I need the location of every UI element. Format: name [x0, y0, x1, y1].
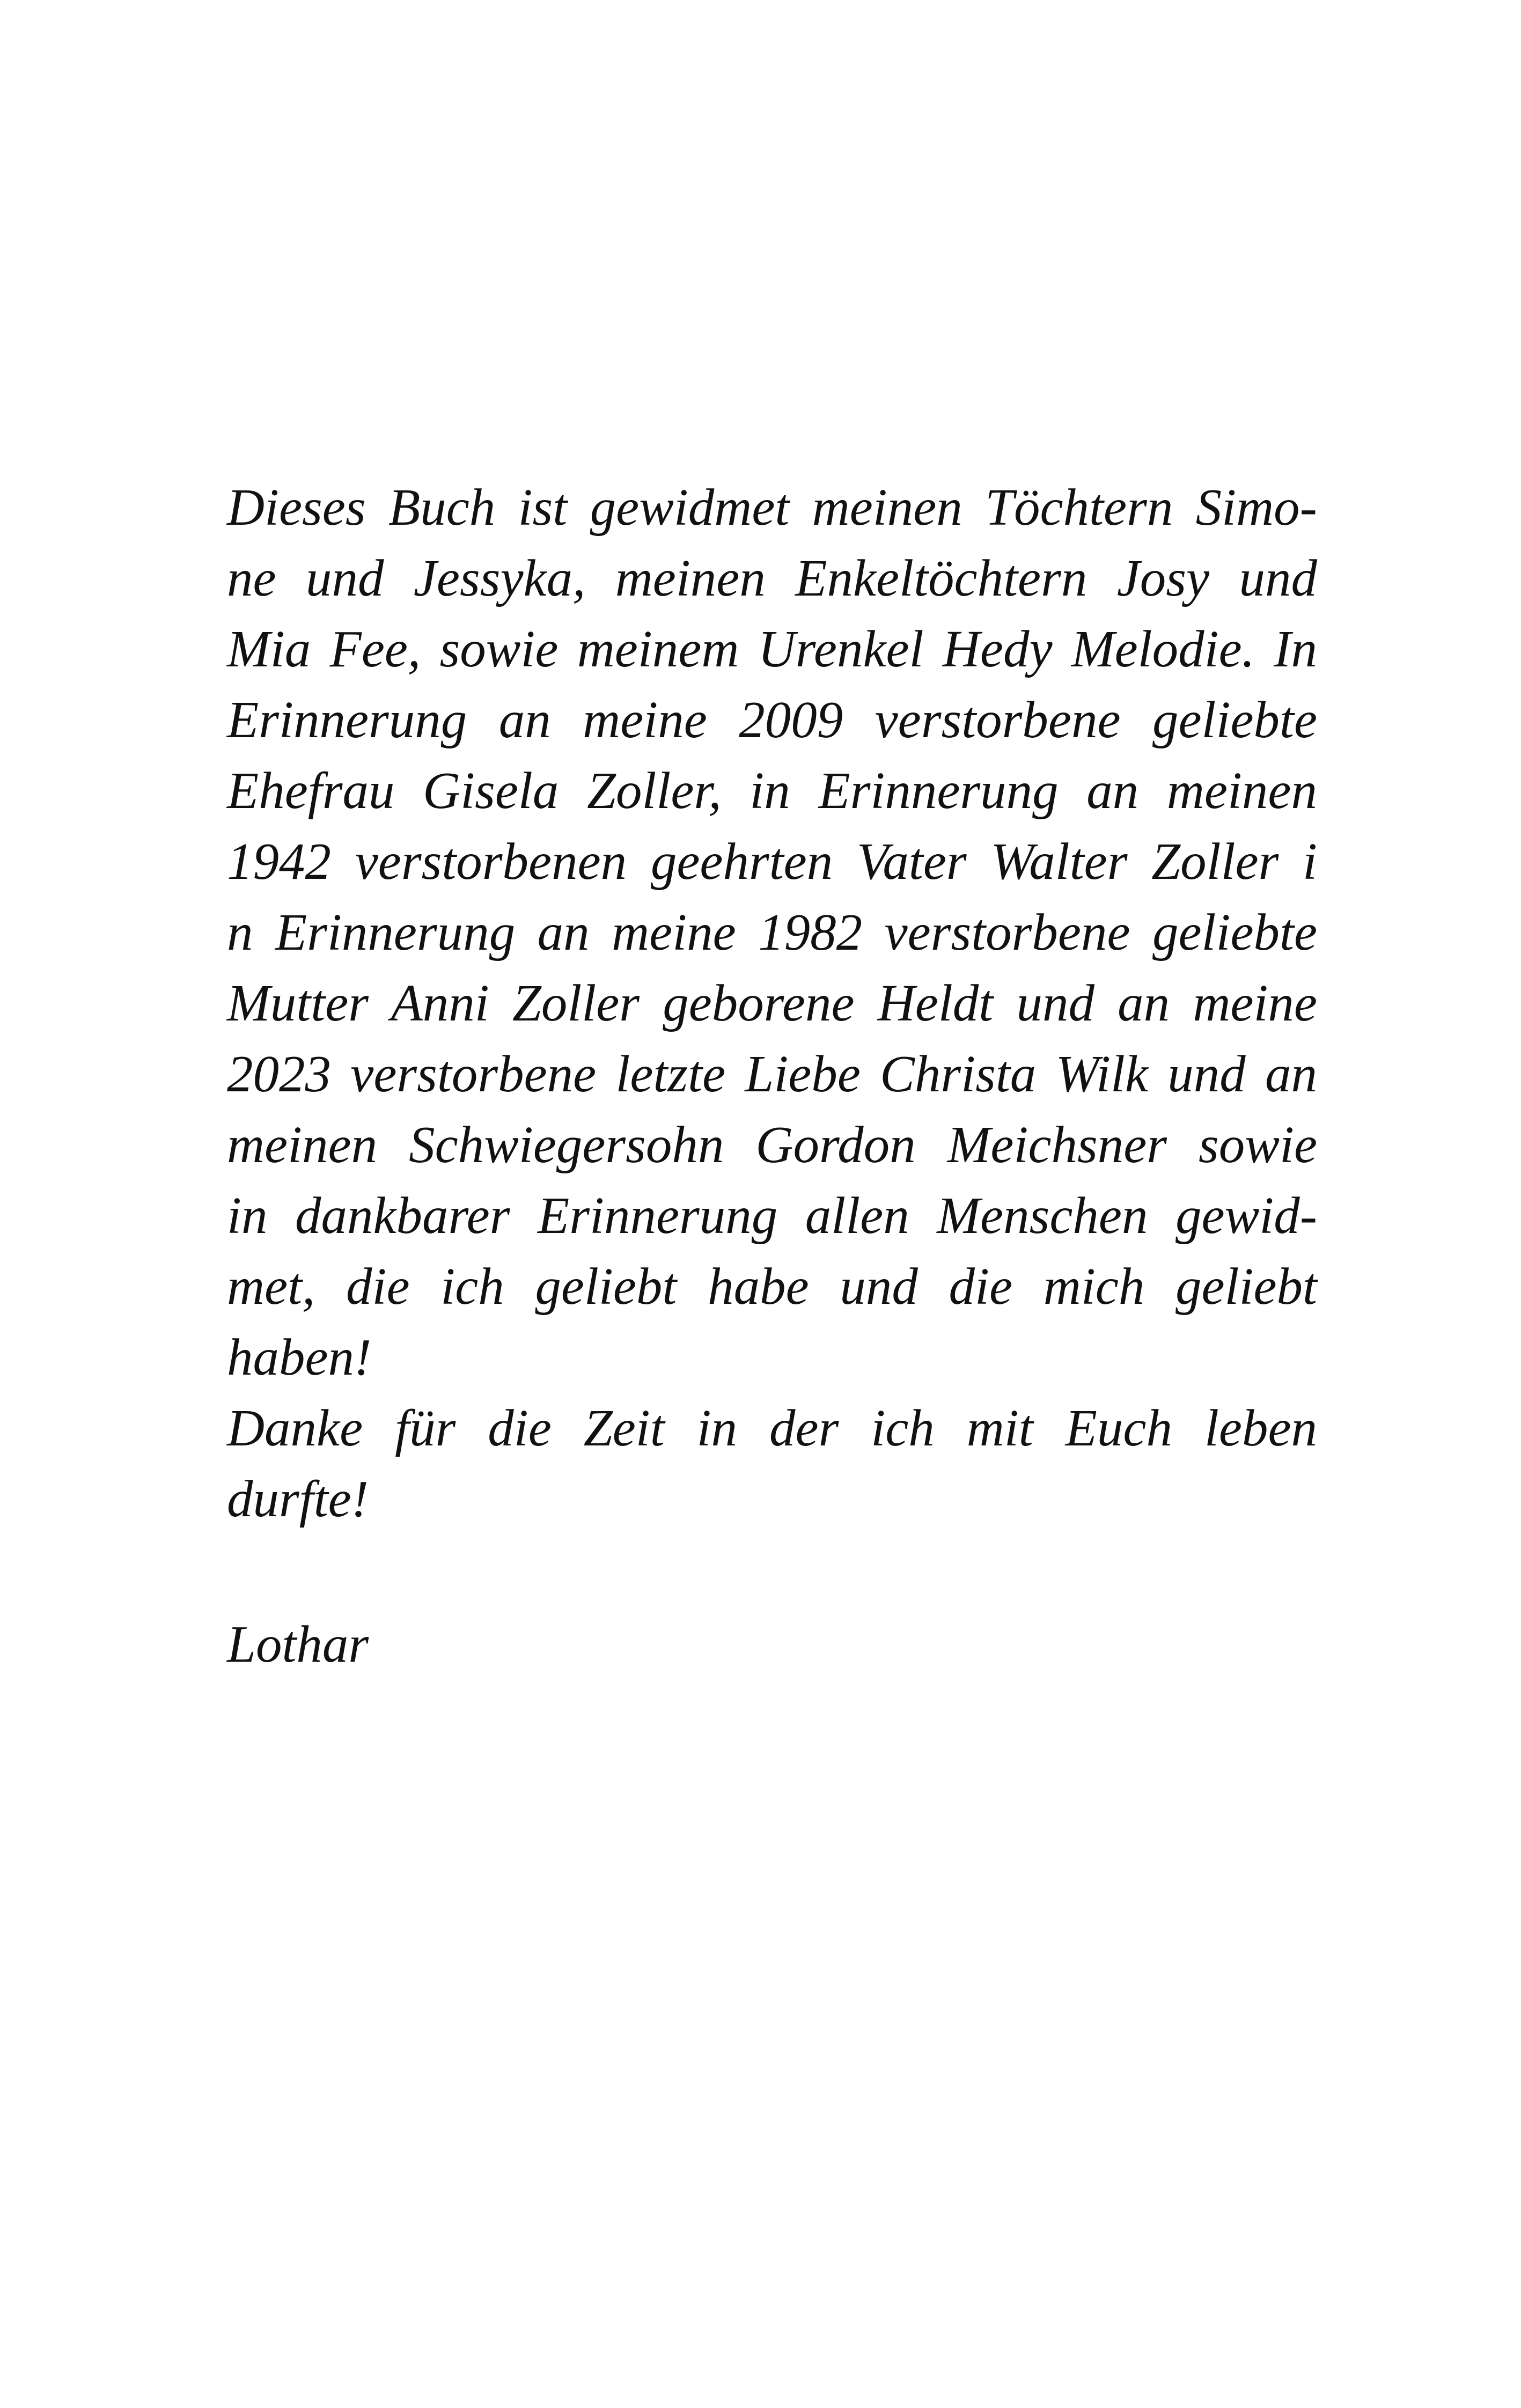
dedication-line: 2023 verstorbene letzte Liebe Christa Wilk und an [227, 1045, 1317, 1103]
dedication-line: n Erinnerung an meine 1982 verstorbene geliebte [227, 904, 1317, 961]
dedication-line: Mia Fee, sowie meinem Urenkel Hedy Melodie. In [227, 620, 1317, 678]
dedication-text [227, 472, 1317, 1535]
dedication-line: durfte! [227, 1470, 369, 1528]
dedication-line: Ehefrau Gisela Zoller, in Erinnerung an meinen [227, 762, 1317, 819]
dedication-line: Erinnerung an meine 2009 verstorbene geliebte [227, 691, 1317, 748]
dedication-line: Danke für die Zeit in der ich mit Euch leben [227, 1399, 1317, 1457]
dedication-line: ne und Jessyka, meinen Enkeltöchtern Josy und [227, 549, 1317, 607]
dedication-line: 1942 verstorbenen geehrten Vater Walter Zoller i [227, 833, 1317, 890]
dedication-line: in dankbarer Erinnerung allen Menschen gewid- [227, 1187, 1317, 1244]
dedication-line: Dieses Buch ist gewidmet meinen Töchtern Simo- [227, 479, 1317, 536]
dedication-line: Mutter Anni Zoller geborene Heldt und an meine [227, 974, 1317, 1032]
dedication-line: met, die ich geliebt habe und die mich geliebt [227, 1258, 1317, 1315]
dedication-line: meinen Schwiegersohn Gordon Meichsner sowie [227, 1116, 1317, 1173]
signature: Lothar [227, 1616, 369, 1673]
dedication-line: haben! [227, 1328, 372, 1386]
